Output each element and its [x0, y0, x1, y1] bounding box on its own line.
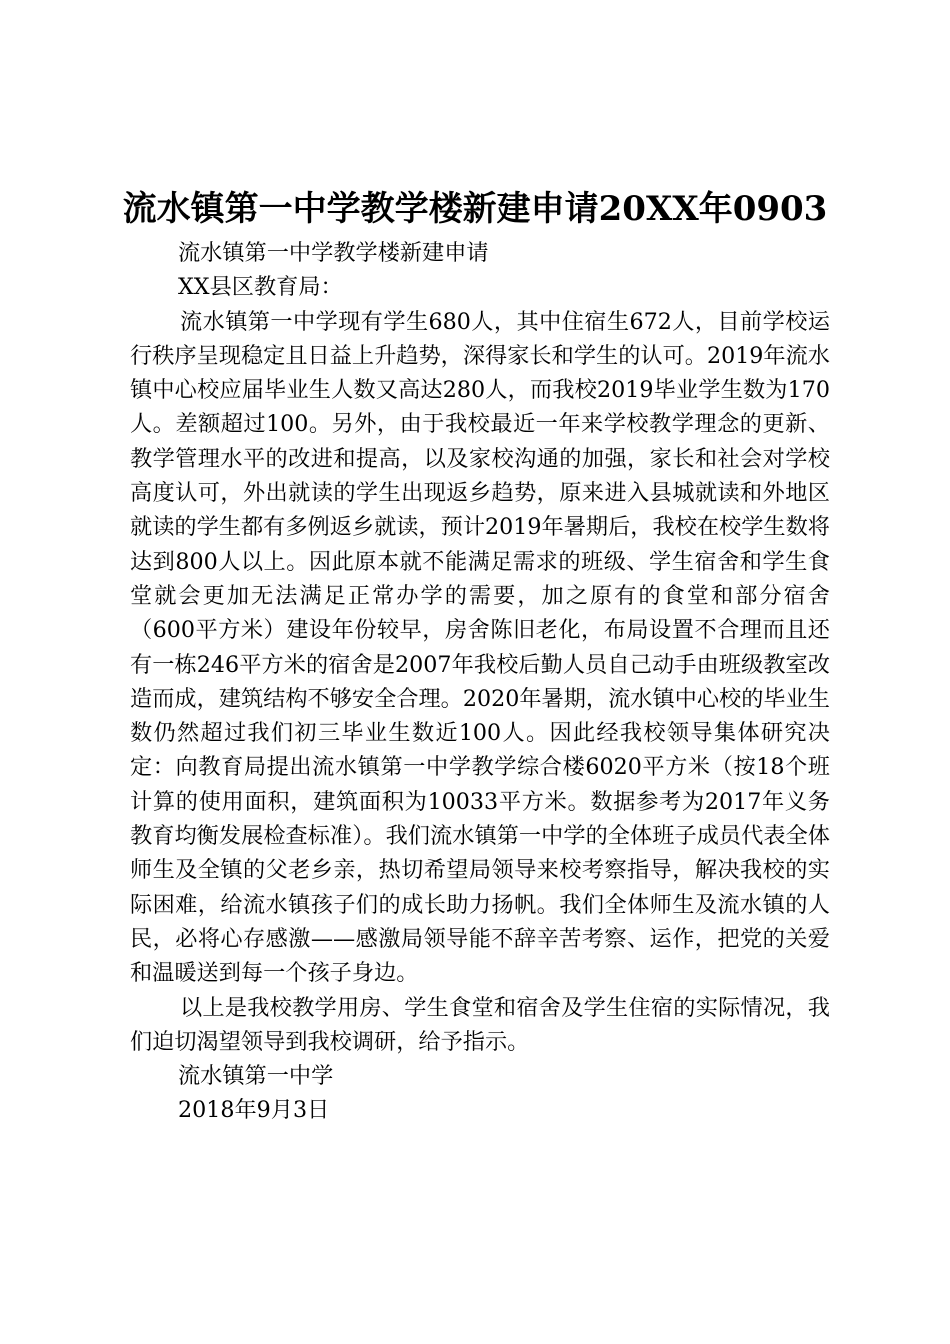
document-title: 流水镇第一中学教学楼新建申请20XX年0903 — [122, 189, 828, 229]
closing-paragraph: 以上是我校教学用房、学生食堂和宿舍及学生住宿的实际情况，我们迫切渴望领导到我校调研，给予指示。 — [130, 994, 830, 1055]
subtitle-line: 流水镇第一中学教学楼新建申请 — [178, 240, 489, 266]
date-line: 2018年9月3日 — [178, 1097, 330, 1124]
main-paragraph: 流水镇第一中学现有学生680人，其中住宿生672人，目前学校运行秩序呈现稳定且日益上升趋势，深得家长和学生的认可。2019年流水镇中心校应届毕业生人数又高达280人，而我校2019毕业学生数为170人。差额超过100。另外，由于我校最近一年来学校教学理念的更新、教学管理水平的改进和提高，以及家校沟通的加强，家长和社会对学校高度认可，外出就读的学生出现返乡趋势，原来进入县城就读和外地区就读的学生都有多例返乡就读，预计2019年暑期后，我校在校学生数将达到800人以上。因此原本就不能满足需求的班级、学生宿舍和学生食堂就会更加无法满足正常办学的需要，加之原有的食堂和部分宿舍（600平方米）建设年份较早，房舍陈旧老化，布局设置不合理而且还有一栋246平方米的宿舍是2007年我校后勤人员自己动手由班级教室改造而成，建筑结构不够安全合理。2020年暑期，流水镇中心校的毕业生数仍然超过我们初三毕业生数近100人。因此经我校领导集体研究决定：向教育局提出流水镇第一中学教学综合楼6020平方米（按18个班计算的使用面积，建筑面积为10033平方米。数据参考为2017年义务教育均衡发展检查标准）。我们流水镇第一中学的全体班子成员代表全体师生及全镇的父老乡亲，热切希望局领导来校考察指导，解决我校的实际困难，给流水镇孩子们的成长助力扬帆。我们全体师生及流水镇的人民，必将心存感激——感激局领导能不辞辛苦考察、运作，把党的关爱和温暖送到每一个孩子身边。 — [130, 308, 830, 987]
addressee-line: XX县区教育局： — [178, 274, 343, 301]
signature-line: 流水镇第一中学 — [178, 1063, 334, 1090]
document-body — [130, 236, 830, 1128]
